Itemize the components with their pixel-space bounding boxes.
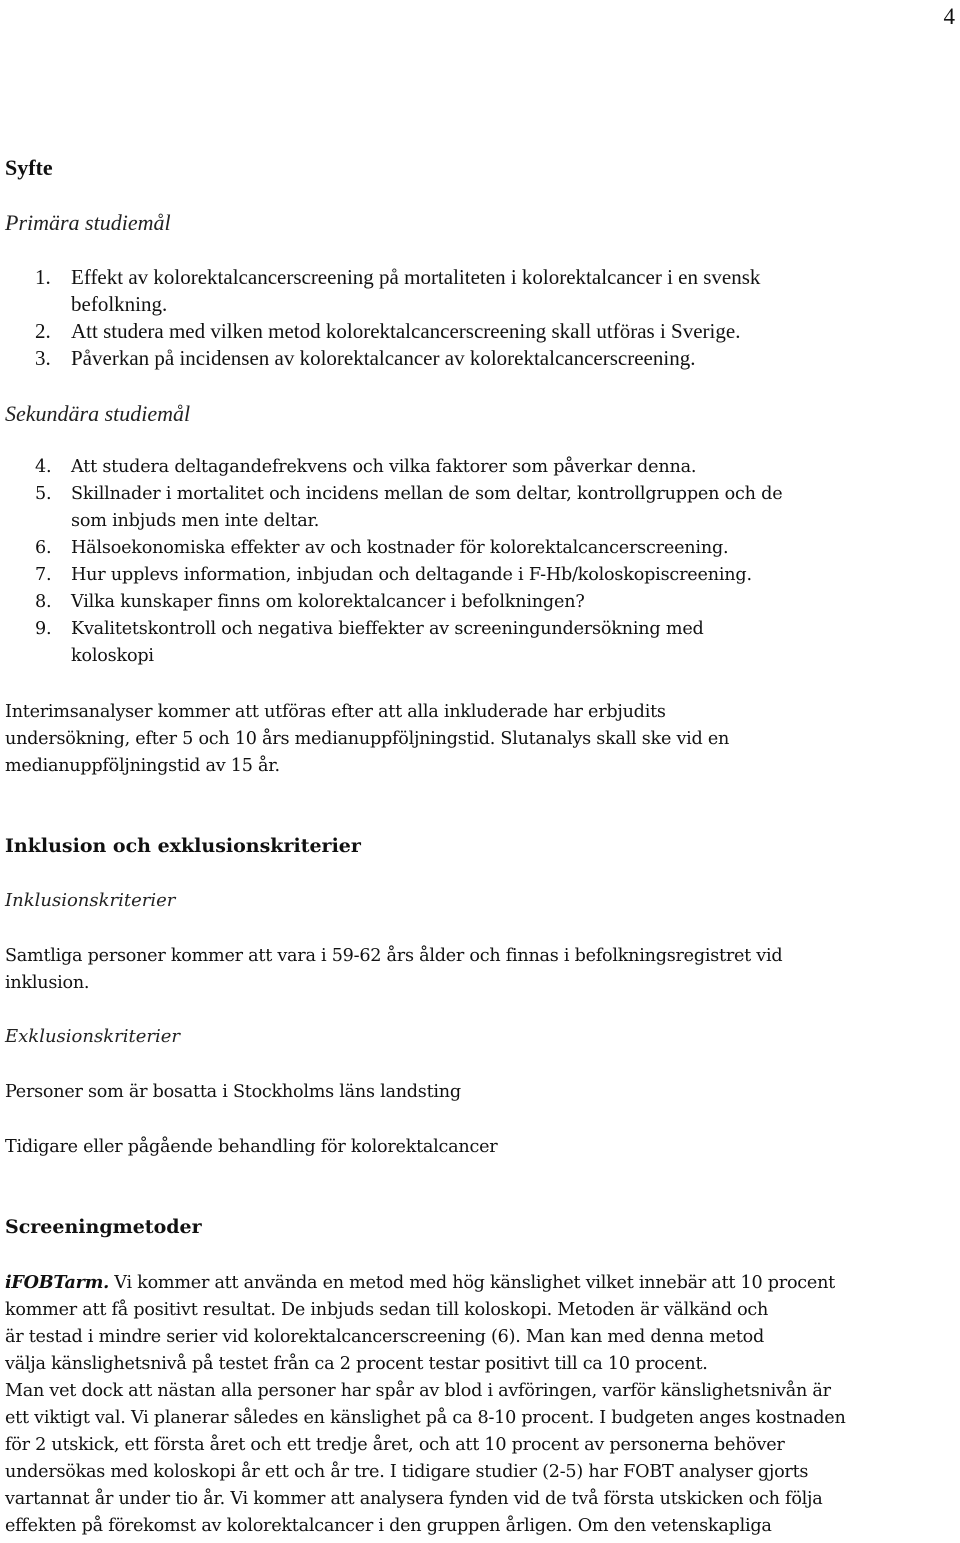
inclusion-paragraph: Samtliga personer kommer att vara i 59-62 års ålder och finnas i befolkningsregistret vid inklusion. [5, 946, 783, 993]
section-heading-criteria: Inklusion och exklusionskriterier [5, 835, 361, 857]
section-heading-syfte: Syfte [5, 155, 53, 180]
list-item: 3. Påverkan på incidensen av kolorektalcancer av kolorektalcancerscreening. [35, 346, 696, 370]
primary-goals-list [0, 264, 760, 372]
interim-analysis-paragraph: Interimsanalyser kommer att utföras efter att alla inkluderade har erbjudits undersökning, efter 5 och 10 års medianuppföljningstid. Slutanalys skall ske vid en medianuppföljningstid av 15 år. [5, 702, 730, 776]
ifobt-term: iFOBTarm. [5, 1272, 109, 1293]
exclusion-item-treatment: Tidigare eller pågående behandling för kolorektalcancer [5, 1137, 498, 1157]
screening-paragraph: iFOBTarm. Vi kommer att använda en metod med hög känslighet vilket innebär att 10 procent kommer att få positivt resultat. De inbjuds sedan till koloskopi. Metoden är välkänd och är testad i mindre serier vid kolorektalcancerscreening (6). Man kan med denna metod välja känslighetsnivå på testet från ca 2 procent testar positivt till ca 10 procent. Man vet dock att nästan alla personer har spår av blod i avföringen, varför känslighetsnivån är ett viktigt val. Vi planerar således en känslighet på ca 8-10 procent. I budgeten anges kostnaden för 2 utskick, ett första året och ett tredje året, och att 10 procent av personerna behöver undersökas med koloskopi år ett och år tre. I tidigare studier (2-5) har FOBT analyser gjorts vartannat år under tio år. Vi kommer att analysera fynden vid de två första utskicken och följa effekten på förekomst av kolorektalcancer i den gruppen årligen. Om den vetenskapliga [5, 1272, 846, 1536]
section-heading-screening: Screeningmetoder [5, 1216, 202, 1238]
exclusion-item-residence: Personer som är bosatta i Stockholms läns landsting [5, 1082, 461, 1102]
secondary-goals-list [0, 454, 782, 670]
list-item: 9. Kvalitetskontroll och negativa bieffekter av screeningundersökning med koloskopi [35, 619, 704, 666]
list-item: 7. Hur upplevs information, inbjudan och deltagande i F-Hb/koloskopiscreening. [35, 565, 752, 585]
subheading-exclusion: Exklusionskriterier [5, 1026, 180, 1047]
list-item: 6. Hälsoekonomiska effekter av och kostnader för kolorektalcancerscreening. [35, 538, 729, 558]
list-item: 1. Effekt av kolorektalcancerscreening på mortaliteten i kolorektalcancer i en svensk befolkning. [35, 265, 761, 316]
subheading-inclusion: Inklusionskriterier [5, 890, 176, 911]
subheading-primary-goals: Primära studiemål [5, 210, 171, 235]
list-item: 5. Skillnader i mortalitet och incidens mellan de som deltar, kontrollgruppen och de som inbjuds men inte deltar. [35, 484, 783, 531]
page-number: 4 [943, 4, 955, 29]
list-item: 4. Att studera deltagandefrekvens och vilka faktorer som påverkar denna. [35, 457, 697, 477]
subheading-secondary-goals: Sekundära studiemål [5, 401, 191, 426]
list-item: 2. Att studera med vilken metod kolorektalcancerscreening skall utföras i Sverige. [35, 319, 741, 343]
list-item: 8. Vilka kunskaper finns om kolorektalcancer i befolkningen? [35, 592, 585, 612]
